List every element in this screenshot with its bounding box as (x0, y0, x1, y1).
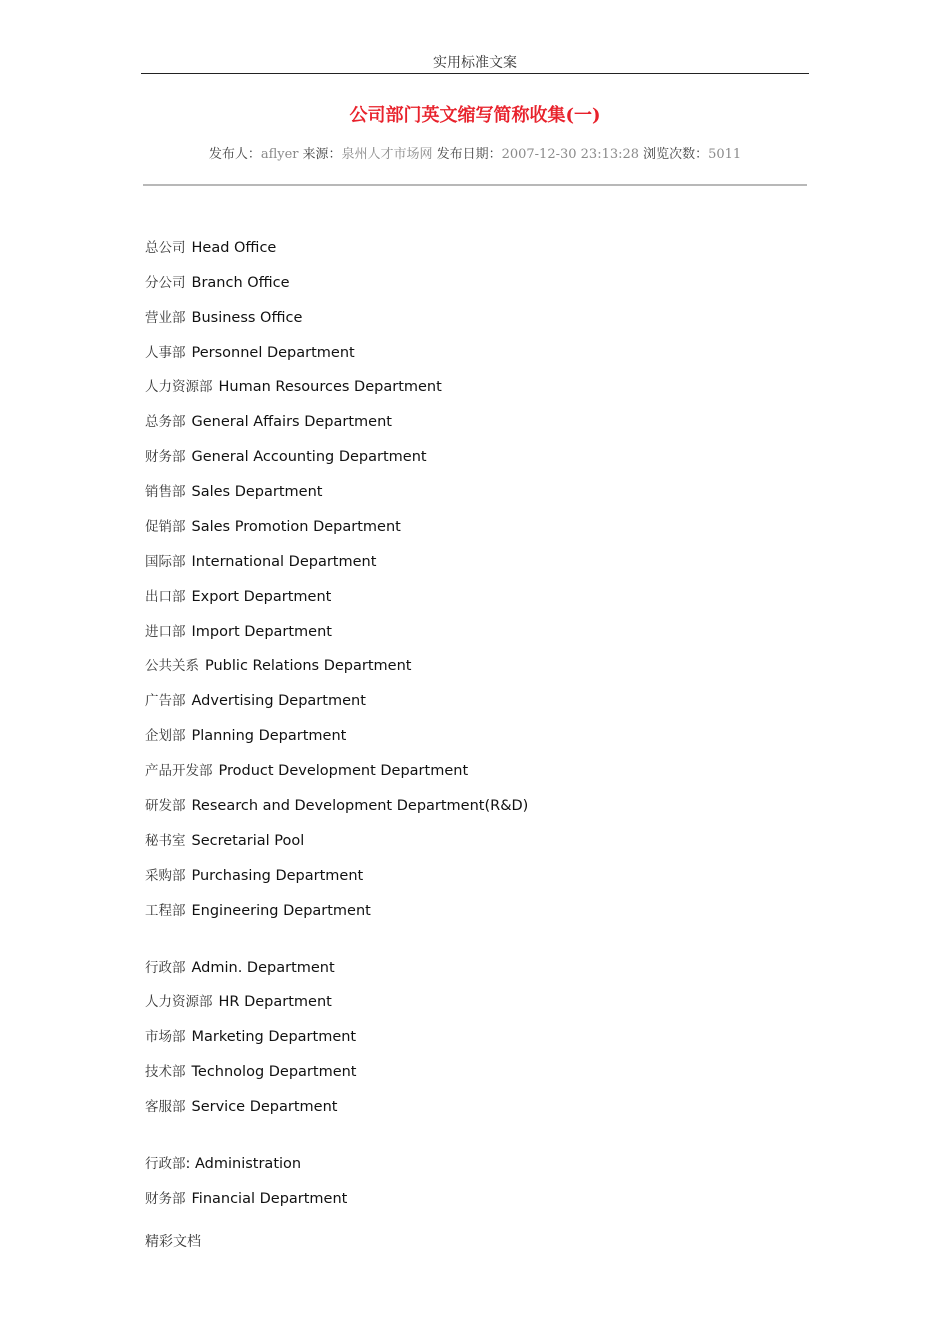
list-item (145, 1151, 301, 1175)
department-cn: 促销部 (145, 519, 186, 535)
list-item (145, 409, 392, 433)
list-item (145, 340, 355, 364)
department-en: Service Department (191, 1099, 338, 1115)
department-cn: 企划部 (145, 728, 186, 744)
page-footer (145, 1232, 201, 1252)
list-item (145, 989, 332, 1013)
department-cn: 人事部 (145, 345, 186, 361)
page-footer-text: 精彩文档 (145, 1234, 201, 1250)
list-item (145, 1094, 337, 1118)
list-item (145, 723, 346, 747)
department-en: Human Resources Department (218, 379, 442, 395)
department-cn: 进口部 (145, 624, 186, 640)
department-en: Advertising Department (191, 693, 366, 709)
department-cn: 研发部 (145, 798, 186, 814)
department-en: Financial Department (191, 1191, 348, 1207)
department-en: Export Department (191, 589, 332, 605)
department-cn: 公共关系 (145, 658, 199, 674)
document-title: 公司部门英文缩写简称收集(一) (349, 105, 601, 126)
department-en: Head Office (191, 240, 277, 256)
list-item (145, 235, 276, 259)
list-item (145, 793, 528, 817)
list-item (145, 444, 427, 468)
department-en: Research and Development Department(R&D) (191, 798, 529, 814)
list-item (145, 584, 331, 608)
list-item (145, 514, 401, 538)
list-item (145, 898, 371, 922)
department-cn: 财务部 (145, 449, 186, 465)
department-en: General Accounting Department (191, 449, 427, 465)
department-cn: 分公司 (145, 275, 186, 291)
list-item (145, 619, 332, 643)
meta-divider (143, 184, 807, 186)
department-en: International Department (191, 554, 377, 570)
views-label: 浏览次数： (643, 147, 709, 162)
list-item (145, 549, 376, 573)
publisher-value: aflyer (260, 147, 299, 162)
department-en: Planning Department (191, 728, 347, 744)
list-item (145, 955, 335, 979)
department-cn: 市场部 (145, 1029, 186, 1045)
department-en: Product Development Department (218, 763, 469, 779)
page-header-text: 实用标准文案 (433, 55, 517, 71)
department-cn: 销售部 (145, 484, 186, 500)
list-item (145, 758, 468, 782)
department-en: Sales Department (191, 484, 323, 500)
department-cn: 行政部 (145, 1156, 186, 1172)
department-en: : Administration (185, 1156, 302, 1172)
list-item (145, 1059, 357, 1083)
page-header (141, 54, 809, 74)
article-meta (141, 146, 809, 164)
department-cn: 总务部 (145, 414, 186, 430)
department-en: General Affairs Department (191, 414, 392, 430)
department-cn: 采购部 (145, 868, 186, 884)
department-en: HR Department (218, 994, 332, 1010)
department-cn: 工程部 (145, 903, 186, 919)
department-en: Marketing Department (191, 1029, 357, 1045)
department-cn: 人力资源部 (145, 994, 213, 1010)
views-value: 5011 (708, 147, 742, 162)
department-cn: 出口部 (145, 589, 186, 605)
department-en: Secretarial Pool (191, 833, 305, 849)
list-item (145, 653, 411, 677)
department-en: Engineering Department (191, 903, 371, 919)
department-cn: 总公司 (145, 240, 186, 256)
department-cn: 秘书室 (145, 833, 186, 849)
department-en: Technolog Department (191, 1064, 357, 1080)
list-item (145, 863, 363, 887)
department-cn: 财务部 (145, 1191, 186, 1207)
department-en: Branch Office (191, 275, 290, 291)
department-cn: 国际部 (145, 554, 186, 570)
date-value: 2007-12-30 23:13:28 (501, 147, 640, 162)
department-cn: 产品开发部 (145, 763, 213, 779)
department-en: Admin. Department (191, 960, 335, 976)
date-label: 发布日期： (436, 147, 502, 162)
list-item (145, 374, 442, 398)
source-label: 来源： (302, 147, 342, 162)
department-en: Business Office (191, 310, 303, 326)
list-item (145, 305, 302, 329)
department-en: Public Relations Department (205, 658, 412, 674)
department-en: Import Department (191, 624, 332, 640)
list-item (145, 1024, 356, 1048)
list-item (145, 479, 322, 503)
department-cn: 人力资源部 (145, 379, 213, 395)
publisher-label: 发布人： (208, 147, 261, 162)
department-en: Sales Promotion Department (191, 519, 401, 535)
source-value: 泉州人才市场网 (341, 147, 433, 162)
list-item (145, 270, 290, 294)
list-item (145, 1186, 347, 1210)
department-en: Personnel Department (191, 345, 355, 361)
department-cn: 技术部 (145, 1064, 186, 1080)
department-cn: 行政部 (145, 960, 186, 976)
department-en: Purchasing Department (191, 868, 364, 884)
department-cn: 广告部 (145, 693, 186, 709)
department-cn: 营业部 (145, 310, 186, 326)
department-cn: 客服部 (145, 1099, 186, 1115)
list-item (145, 828, 304, 852)
list-item (145, 688, 366, 712)
